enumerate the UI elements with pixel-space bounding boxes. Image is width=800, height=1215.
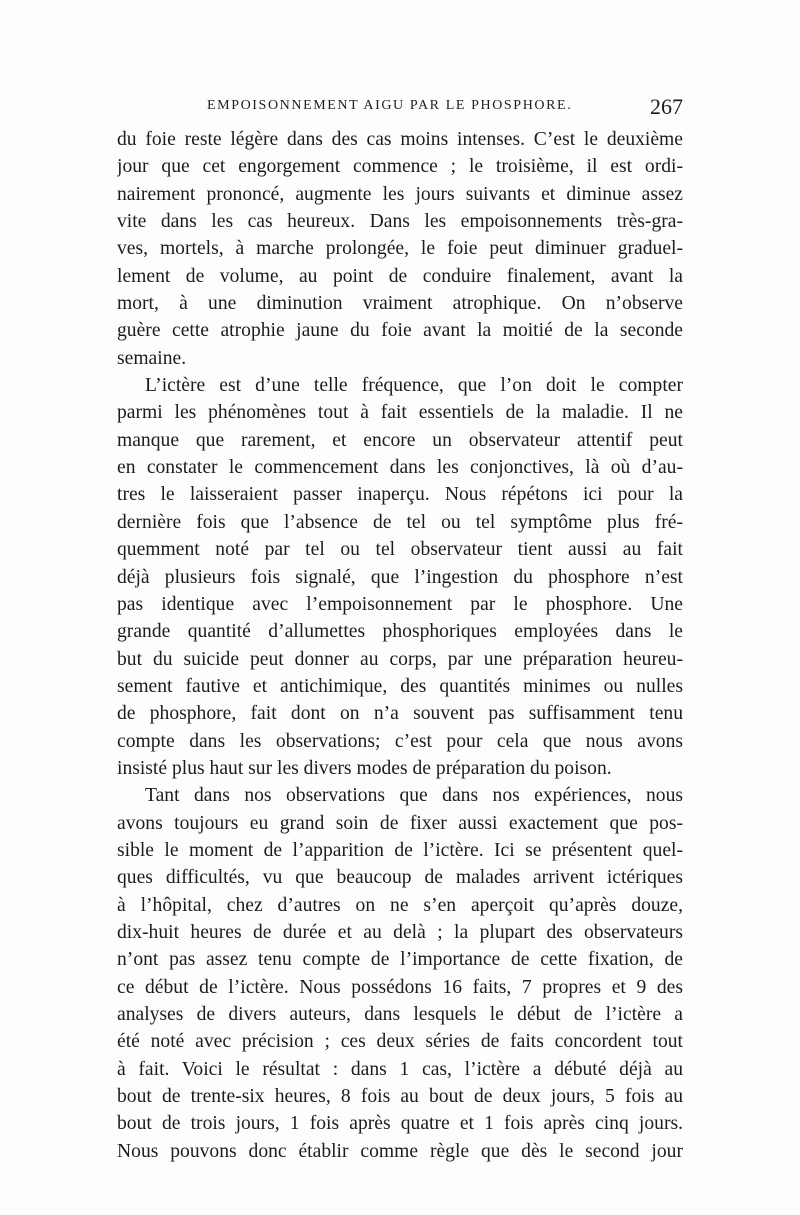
text-line: sement fautive et antichimique, des quantités minimes ou nulles <box>117 675 683 697</box>
text-line: insisté plus haut sur les divers modes de préparation du poison. <box>117 757 612 779</box>
body-text <box>117 126 683 1165</box>
text-line: déjà plusieurs fois signalé, que l’ingestion du phosphore n’est <box>117 566 683 588</box>
text-line: quemment noté par tel ou tel observateur tient aussi au fait <box>117 539 683 561</box>
text-line: analyses de divers auteurs, dans lesquels le début de l’ictère a <box>117 1004 683 1025</box>
text-line: Nous pouvons donc établir comme règle que dès le second jour <box>117 1140 683 1162</box>
text-line: L’ictère est d’une telle fréquence, que l’on doit le compter <box>145 375 683 397</box>
text-line: pas identique avec l’empoisonnement par le phosphore. Une <box>117 593 683 615</box>
text-line: nairement prononcé, augmente les jours suivants et diminue assez <box>117 183 683 205</box>
text-line: ce début de l’ictère. Nous possédons 16 faits, 7 propres et 9 des <box>117 976 683 998</box>
text-line: ques difficultés, vu que beaucoup de malades arrivent ictériques <box>117 867 683 889</box>
text-line: à l’hôpital, chez d’autres on ne s’en aperçoit qu’après douze, <box>117 894 683 916</box>
text-line: n’ont pas assez tenu compte de l’importance de cette fixation, de <box>117 949 683 971</box>
text-line: été noté avec précision ; ces deux séries de faits concordent tout <box>117 1031 683 1053</box>
text-line: bout de trente-six heures, 8 fois au bout de deux jours, 5 fois au <box>117 1086 683 1108</box>
text-line: parmi les phénomènes tout à fait essentiels de la maladie. Il ne <box>117 402 683 424</box>
text-line: semaine. <box>117 347 187 369</box>
text-line: dernière fois que l’absence de tel ou tel symptôme plus fré- <box>117 511 683 533</box>
text-line: but du suicide peut donner au corps, par une préparation heureu- <box>117 648 683 670</box>
text-line: vite dans les cas heureux. Dans les empoisonnements très-gra- <box>117 211 683 233</box>
text-line: jour que cet engorgement commence ; le troisième, il est ordi- <box>117 156 683 178</box>
text-line: du foie reste légère dans des cas moins intenses. C’est le deuxième <box>117 129 683 150</box>
text-line: bout de trois jours, 1 fois après quatre et 1 fois après cinq jours. <box>117 1113 683 1135</box>
text-line: avons toujours eu grand soin de fixer aussi exactement que pos- <box>117 812 683 834</box>
text-line: en constater le commencement dans les conjonctives, là où d’au- <box>117 457 683 479</box>
text-line: de phosphore, fait dont on n’a souvent pas suffisamment tenu <box>117 703 683 725</box>
running-title: EMPOISONNEMENT AIGU PAR LE PHOSPHORE. <box>207 98 573 113</box>
text-line: compte dans les observations; c’est pour cela que nous avons <box>117 730 683 752</box>
text-line: à fait. Voici le résultat : dans 1 cas, l’ictère a débuté déjà au <box>117 1058 683 1080</box>
page-header <box>117 94 683 124</box>
page-number: 267 <box>650 94 683 119</box>
paragraph <box>117 782 683 1165</box>
text-line: grande quantité d’allumettes phosphoriques employées dans le <box>117 621 683 643</box>
text-line: tres le laisseraient passer inaperçu. Nous répétons ici pour la <box>117 484 683 506</box>
paragraph <box>117 126 683 372</box>
text-line: mort, à une diminution vraiment atrophique. On n’observe <box>117 293 683 315</box>
text-line: ves, mortels, à marche prolongée, le foie peut diminuer graduel- <box>117 238 683 260</box>
text-line: lement de volume, au point de conduire finalement, avant la <box>117 265 683 287</box>
paragraph <box>117 372 683 782</box>
text-line: Tant dans nos observations que dans nos expériences, nous <box>145 785 683 807</box>
text-line: guère cette atrophie jaune du foie avant la moitié de la seconde <box>117 320 683 342</box>
text-line: dix-huit heures de durée et au delà ; la plupart des observateurs <box>117 921 683 943</box>
text-line: sible le moment de l’apparition de l’ictère. Ici se présentent quel- <box>117 839 683 861</box>
text-line: manque que rarement, et encore un observateur attentif peut <box>117 429 683 451</box>
